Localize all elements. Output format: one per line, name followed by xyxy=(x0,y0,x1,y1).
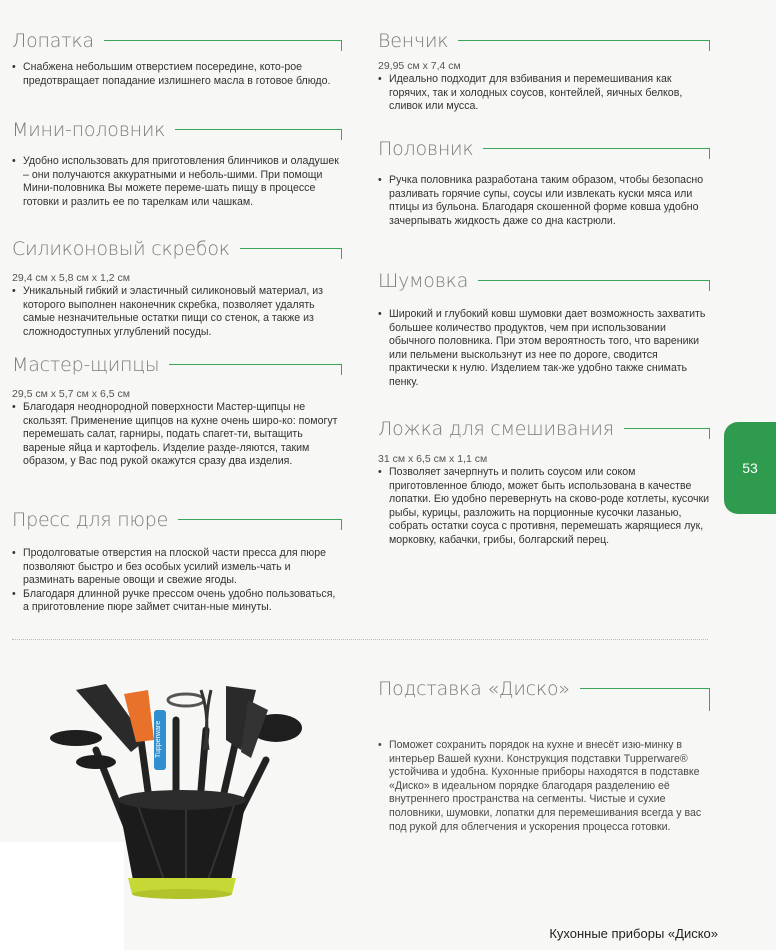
title-rule xyxy=(483,148,710,159)
section-title: Лопатка xyxy=(12,30,342,52)
section-title: Пресс для пюре xyxy=(12,509,342,531)
bullet: • Уникальный гибкий и эластичный силиконовый материал, из которого выполнен наконечник скребка, позволяет удалять самые незначительные остатки пищи со стенок, а также из сложнодоступных углублений посуды. xyxy=(12,285,342,339)
dimensions: 31 см х 6,5 см х 1,1 см xyxy=(378,453,488,465)
section-title: Шумовка xyxy=(378,270,710,292)
section-title: Венчик xyxy=(378,30,710,52)
bullet: • Снабжена небольшим отверстием посередине, кото-рое предотвращает попадание излишнего масла в готовое блюдо. xyxy=(12,61,342,88)
section-title: Мастер-щипцы xyxy=(12,354,342,376)
title-rule xyxy=(175,129,342,140)
footer-caption: Кухонные приборы «Диско» xyxy=(549,926,718,941)
blank-corner xyxy=(0,842,124,950)
section-stand-disco xyxy=(378,678,710,834)
title-rule xyxy=(240,248,342,259)
section-title: Половник xyxy=(378,138,710,160)
title-rule xyxy=(458,40,710,51)
title-rule xyxy=(624,428,710,439)
section-lopatka xyxy=(12,30,342,88)
section-venchik xyxy=(378,30,710,114)
section-title: Силиконовый скребок xyxy=(12,238,342,260)
bullet: • Позволяет зачерпнуть и полить соусом или соком приготовленное блюдо, может быть использована в качестве лопатки. Ею удобно перевернуть на сково-роде котлеты, кусочки рыбы, курицы, разложить на порционные кусочки лазанью, собрать остатки соуса с противня, перемешать жарящиеся лук, морковку, кабачки, грибы, болгарский перец. xyxy=(378,466,710,548)
title-rule xyxy=(178,519,342,530)
bullet: • Благодаря неоднородной поверхности Мастер-щипцы не скользят. Применение щипцов на кухне очень широ-ко: помогут перемешать салат, гарниры, подать спагет-ти, вытащить вареные яйца и картофель. Изделие разде-ляются, таким образом, у Вас под рукой окажутся сразу два изделия. xyxy=(12,401,342,469)
dimensions: 29,95 см х 7,4 см xyxy=(378,60,461,72)
dotted-divider xyxy=(12,639,708,640)
title-rule xyxy=(580,688,710,711)
bullet: • Удобно использовать для приготовления блинчиков и оладушек – они получаются аккуратными и неболь-шими. При помощи Мини-половника Вы можете переме-шать пищу в процессе готовки и разлить ее по тарелкам или чашкам. xyxy=(12,155,342,209)
section-title: Мини-половник xyxy=(12,119,342,141)
title-rule xyxy=(169,364,342,375)
bullet: • Поможет сохранить порядок на кухне и внесёт изю-минку в интерьер Вашей кухни. Конструкция подставки Tupperware® устойчива и удобна. Кухонные приборы находятся в подставке «Диско» в идеальном порядке благодаря разделению её внутреннего пространства на сегменты. Чистые и сухие половники, шумовки, лопатки для перемешивания всегда у вас под рукой для облегчения и ускорения процесса готовки. xyxy=(378,739,710,834)
bullet: • Ручка половника разработана таким образом, чтобы безопасно разливать горячие супы, соусы или извлекать куски мяса или птицы из бульона. Благодаря скошенной форме ковша удобно зачерпывать жидкость даже со дна кастрюли. xyxy=(378,174,710,228)
section-shumovka xyxy=(378,270,710,390)
section-title: Подставка «Диско» xyxy=(378,678,710,711)
title-rule xyxy=(478,280,710,291)
section-mini-polovnik xyxy=(12,119,342,209)
page-number: 53 xyxy=(742,460,758,476)
bullet: • Благодаря длинной ручке прессом очень удобно пользоваться, а приготовление пюре займет считан-ные минуты. xyxy=(12,588,342,615)
section-title: Ложка для смешивания xyxy=(378,418,710,440)
bullet: • Идеально подходит для взбивания и перемешивания как горячих, так и холодных соусов, контейлей, яичных белков, сливок или мусса. xyxy=(378,73,710,114)
dimensions: 29,5 см х 5,7 см х 6,5 см xyxy=(12,388,130,400)
section-press xyxy=(12,509,342,615)
section-skrebok xyxy=(12,238,342,339)
brand-label: Tupperware xyxy=(155,720,162,758)
page-number-tab xyxy=(724,422,776,514)
title-rule xyxy=(104,40,342,51)
bullet: • Продолговатые отверстия на плоской части пресса для пюре позволяют быстро и без особых усилий измель-чать и разминать вареные овощи и свежие ягоды. xyxy=(12,547,342,588)
section-master-shchiptsy xyxy=(12,354,342,469)
section-lozhka xyxy=(378,418,710,548)
section-polovnik xyxy=(378,138,710,228)
dimensions: 29,4 см х 5,8 см х 1,2 см xyxy=(12,272,130,284)
bullet: • Широкий и глубокий ковш шумовки дает возможность захватить большее количество продуктов, чем при использовании обычного половника. При этом вероятность того, что вареники или пельмени выскользнут из нее по дороге, сводится практически к нулю. Изделием так-же удобно также снимать пенку. xyxy=(378,308,710,390)
